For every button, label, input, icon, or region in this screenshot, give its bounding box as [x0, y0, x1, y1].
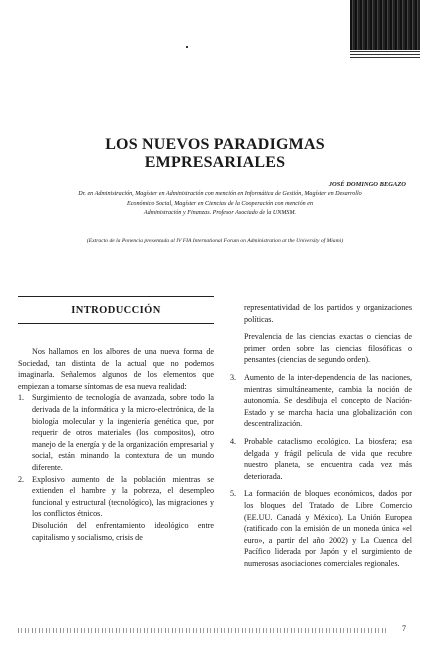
- page-number: 7: [402, 624, 406, 633]
- list-item-continuation: [230, 331, 412, 366]
- list-number: 3.: [230, 372, 237, 382]
- section-heading: INTRODUCCIÓN: [71, 305, 161, 316]
- list-text: representatividad de los partidos y organizaciones políticas.: [244, 303, 412, 324]
- list-item: [18, 474, 214, 520]
- affiliation-line-1: Dr. en Administración, Magíster en Administración con mención en Informática de Gestión, Magíster en Desarrollo: [78, 191, 362, 197]
- author-affiliation: [30, 190, 410, 219]
- list-item: [230, 372, 412, 430]
- presentation-note: (Extracto de la Ponencia presentada al IV FIA International Forum on Administration at the University of Miami): [86, 238, 344, 244]
- affiliation-line-2: Económico Social, Magíster en Ciencias de la Cooperación con mención en: [127, 200, 313, 207]
- heading-rule-bottom: [18, 323, 214, 324]
- scan-speck: [186, 46, 188, 48]
- title-line-2: EMPRESARIALES: [144, 154, 286, 171]
- author-name: JOSÉ DOMINGO BEGAZO: [328, 181, 406, 188]
- list-text: Prevalencia de las ciencias exactas o ciencias de primer orden sobre las ciencias filosóficas o pensantes (ciencias de segundo orden).: [244, 332, 412, 365]
- scan-corner-mark: [350, 0, 420, 60]
- list-item: [18, 392, 214, 473]
- list-item: [230, 488, 412, 569]
- list-number: 1.: [18, 393, 25, 403]
- list-text: Surgimiento de tecnología de avanzada, sobre todo la derivada de la informática y la micro-electrónica, de la biología molecular y la ingeniería genética que, por requerir de otros materiales (los compositos), otro manejo de la energía y de la organización empresarial y social, están minando la contextura de un mundo diferente.: [32, 393, 214, 472]
- list-text: Probable cataclismo ecológico. La biosfera; esa delgada y frágil película de vida que recubre nuestro planeta, se encuentra cada vez más deteriorada.: [244, 436, 412, 481]
- right-column: [230, 302, 412, 575]
- list-item: [230, 436, 412, 482]
- list-item-continuation: [230, 302, 412, 325]
- affiliation-line-3: Administración y Finanzas. Profesor Asociado de la UNMSM.: [143, 210, 297, 216]
- left-column: [18, 346, 214, 543]
- list-text: Disolución del enfrentamiento ideológico entre capitalismo y socialismo, crisis de: [32, 520, 214, 542]
- intro-paragraph: Nos hallamos en los albores de una nueva forma de Sociedad, tan distinta de la actual que no podemos imaginarla. Señalemos algunos de los elementos que empiezan a tomarse síntomas de esa nueva realidad:: [18, 347, 214, 391]
- list-text: Explosivo aumento de la población mientras se extienden el hambre y la pobreza, el desempleo funcional y estructural (tecnológico), las migraciones y los conflictos étnicos.: [32, 474, 214, 519]
- title-line-1: LOS NUEVOS PARADIGMAS: [105, 136, 325, 153]
- list-number: 2.: [18, 474, 25, 484]
- list-text: Aumento de la inter-dependencia de las naciones, mientras simultáneamente, cambia la noción de autonomía. Se desdibuja el concepto de Nación-Estado y se marcha hacia una globalización con descentralización.: [244, 372, 412, 429]
- heading-rule-top: [18, 296, 214, 297]
- article-title: [40, 136, 390, 172]
- list-number: 5.: [230, 489, 237, 499]
- scan-footer-noise: [18, 628, 388, 633]
- list-text: La formación de bloques económicos, dados por los bloques del Tratado de Libre Comercio (EE.UU. Canadá y México). La Unión Europea (ratificado con la emisión de un moneda única «el euro», a partir del año 2002) y La Cuenca del Pacífico liderada por Japón y el surgimiento de numerosas asociaciones comerciales regionales.: [244, 489, 412, 568]
- list-item: [18, 520, 214, 543]
- list-number: 4.: [230, 436, 237, 446]
